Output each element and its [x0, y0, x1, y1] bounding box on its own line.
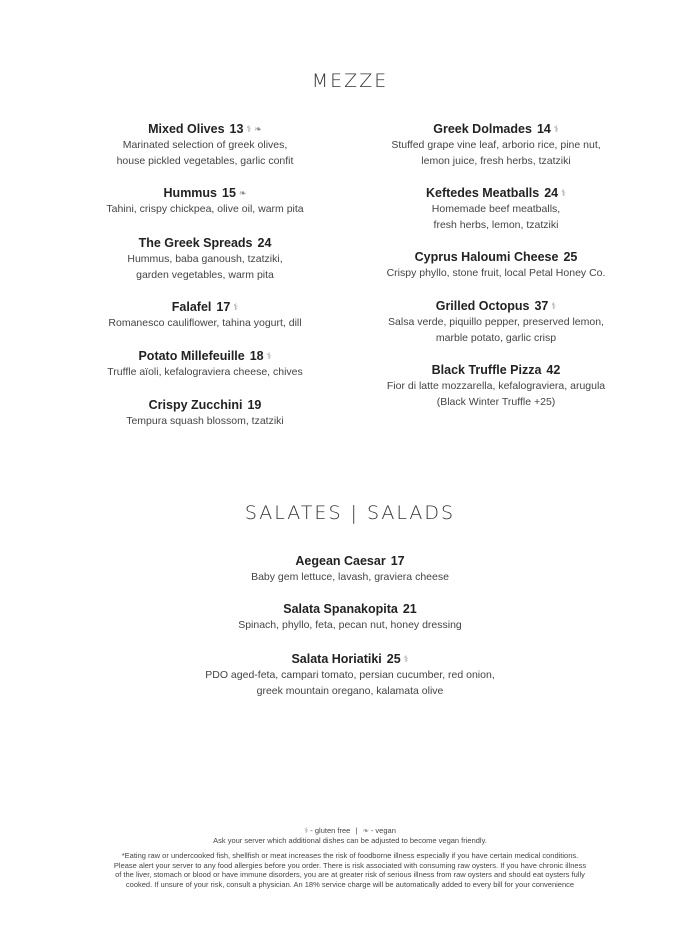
description-line: Stuffed grape vine leaf, arborio rice, pine nut,	[391, 139, 601, 151]
menu-item-heading	[55, 235, 355, 251]
menu-item-price: 19	[247, 398, 262, 412]
menu-item-price: 42	[546, 363, 561, 377]
menu-item-name: Hummus	[163, 186, 218, 200]
gluten-free-icon: ⚕	[304, 826, 309, 835]
menu-item-name: Salata Horiatiki	[291, 652, 382, 666]
menu-item	[200, 553, 500, 586]
menu-item-price: 17	[390, 554, 405, 568]
disclaimer	[0, 851, 700, 889]
menu-item	[346, 121, 646, 169]
menu-item-name: Greek Dolmades	[433, 122, 532, 136]
menu-item-price: 15	[222, 186, 236, 200]
menu-item-name: Grilled Octopus	[435, 299, 530, 313]
menu-item-name: Aegean Caesar	[295, 554, 386, 568]
mezze-title: MEZZE	[311, 70, 389, 92]
description-line: Spinach, phyllo, feta, pecan nut, honey dressing	[238, 619, 462, 631]
menu-item-heading	[55, 397, 355, 413]
menu-item	[346, 249, 646, 282]
menu-item-heading	[346, 362, 646, 378]
description-line: Truffle aïoli, kefalograviera cheese, chives	[107, 366, 303, 378]
menu-item-name: Potato Millefeuille	[138, 349, 245, 363]
description-line: PDO aged-feta, campari tomato, persian cucumber, red onion,	[205, 669, 495, 681]
legend-separator: |	[355, 826, 358, 835]
legend-vegan: - vegan	[370, 826, 396, 835]
menu-item	[55, 397, 355, 430]
menu-item-heading	[55, 348, 355, 364]
description-line: Fior di latte mozzarella, kefalograviera, arugula	[386, 380, 606, 392]
menu-item	[346, 362, 646, 410]
menu-item-price: 17	[216, 300, 231, 314]
menu-item	[55, 235, 355, 283]
menu-item-description	[346, 266, 646, 282]
gluten-free-icon: ⚕	[266, 351, 272, 361]
menu-item-price: 37	[534, 299, 549, 313]
description-line: Tempura squash blossom, tzatziki	[126, 415, 284, 427]
menu-item-name: Crispy Zucchini	[148, 398, 243, 412]
menu-item-description	[346, 202, 646, 233]
menu-item-description	[55, 316, 355, 332]
menu-item-heading	[200, 553, 500, 569]
menu-item-heading	[346, 249, 646, 265]
menu-item-description	[55, 414, 355, 430]
menu-item-name: Salata Spanakopita	[283, 602, 398, 616]
menu-item	[55, 185, 355, 218]
menu-item-heading	[346, 298, 646, 314]
vegan-icon: ❧	[254, 124, 262, 134]
menu-item-description	[200, 570, 500, 586]
description-line: greek mountain oregano, kalamata olive	[256, 684, 444, 697]
menu-item-description	[200, 618, 500, 634]
menu-item-description	[55, 365, 355, 381]
menu-item	[55, 121, 355, 169]
menu-item-heading	[200, 651, 500, 667]
gluten-free-icon: ⚕	[551, 301, 557, 311]
gluten-free-icon: ⚕	[233, 302, 239, 312]
description-line: Crispy phyllo, stone fruit, local Petal Honey Co.	[386, 267, 606, 279]
description-line: Marinated selection of greek olives,	[122, 139, 288, 151]
menu-item	[346, 185, 646, 233]
description-line: house pickled vegetables, garlic confit	[116, 154, 294, 167]
menu-item-heading	[55, 121, 355, 137]
vegan-note: Ask your server which additional dishes can be adjusted to become vegan friendly.	[213, 835, 487, 845]
description-line: Hummus, baba ganoush, tzatziki,	[127, 253, 283, 265]
gluten-free-icon: ⚕	[246, 124, 252, 134]
menu-item-name: Mixed Olives	[148, 122, 225, 136]
menu-item-price: 13	[229, 122, 244, 136]
menu-item-price: 14	[536, 122, 551, 136]
description-line: Romanesco cauliflower, tahina yogurt, dill	[108, 317, 302, 329]
menu-item	[200, 651, 500, 699]
disclaimer-line: cooked. If unsure of your risk, consult a physician. An 18% service charge will be automatically added to every bill for your convenience	[125, 879, 575, 889]
menu-item-name: Cyprus Haloumi Cheese	[414, 250, 559, 264]
description-line: Homemade beef meatballs,	[431, 203, 561, 215]
menu-item-heading	[346, 185, 646, 201]
menu-item-price: 24	[544, 186, 559, 200]
description-line: garden vegetables, warm pita	[136, 268, 274, 281]
disclaimer-line: *Eating raw or undercooked fish, shellfish or meat increases the risk of foodborne illness especially if you have certain medical conditions.	[121, 851, 579, 860]
menu-item-heading	[55, 299, 355, 315]
menu-item-price: 25	[386, 652, 401, 666]
menu-item-name: The Greek Spreads	[138, 236, 253, 250]
menu-item-heading	[200, 601, 500, 617]
description-line: Baby gem lettuce, lavash, graviera cheese	[251, 571, 449, 583]
menu-item	[55, 299, 355, 332]
menu-item-name: Keftedes Meatballs	[425, 186, 540, 200]
menu-item-name: Falafel	[171, 300, 212, 314]
menu-item	[346, 298, 646, 346]
menu-item-price: 21	[402, 602, 417, 616]
menu-item-description	[55, 202, 355, 218]
gluten-free-icon: ⚕	[561, 188, 566, 198]
menu-item-description	[200, 668, 500, 699]
footer	[0, 826, 700, 889]
menu-item-price: 24	[257, 236, 272, 250]
menu-item-price: 18	[249, 349, 264, 363]
description-line: Tahini, crispy chickpea, olive oil, warm pita	[106, 203, 304, 215]
gluten-free-icon: ⚕	[553, 124, 559, 134]
vegan-icon: ❧	[362, 826, 369, 835]
menu-item-price: 25	[563, 250, 578, 264]
disclaimer-line: of the liver, stomach or blood or have immune disorders, you are at greater risk of serious illness from raw oysters and should eat oysters fully	[115, 870, 585, 879]
vegan-icon: ❧	[238, 188, 247, 198]
description-line: lemon juice, fresh herbs, tzatziki	[421, 154, 571, 167]
menu-item-heading	[346, 121, 646, 137]
menu-item	[55, 348, 355, 381]
legend-gluten-free: - gluten free	[310, 826, 351, 835]
disclaimer-line: Please alert your server to any food allergies before you order. There is risk associated with consuming raw oysters. If you have chronic illness	[113, 860, 587, 870]
menu-item-description	[346, 138, 646, 169]
menu-item	[200, 601, 500, 634]
description-line: (Black Winter Truffle +25)	[436, 395, 556, 408]
salads-title: SALATES | SALADS	[244, 502, 456, 524]
gluten-free-icon: ⚕	[403, 654, 409, 664]
menu-item-heading	[55, 185, 355, 201]
description-line: fresh herbs, lemon, tzatziki	[433, 218, 559, 231]
dietary-legend	[0, 826, 700, 836]
menu-item-description	[55, 138, 355, 169]
menu-item-name: Black Truffle Pizza	[431, 363, 542, 377]
menu-item-description	[55, 252, 355, 283]
description-line: marble potato, garlic crisp	[435, 331, 557, 344]
menu-item-description	[346, 379, 646, 410]
description-line: Salsa verde, piquillo pepper, preserved lemon,	[388, 316, 604, 328]
menu-item-description	[346, 315, 646, 346]
